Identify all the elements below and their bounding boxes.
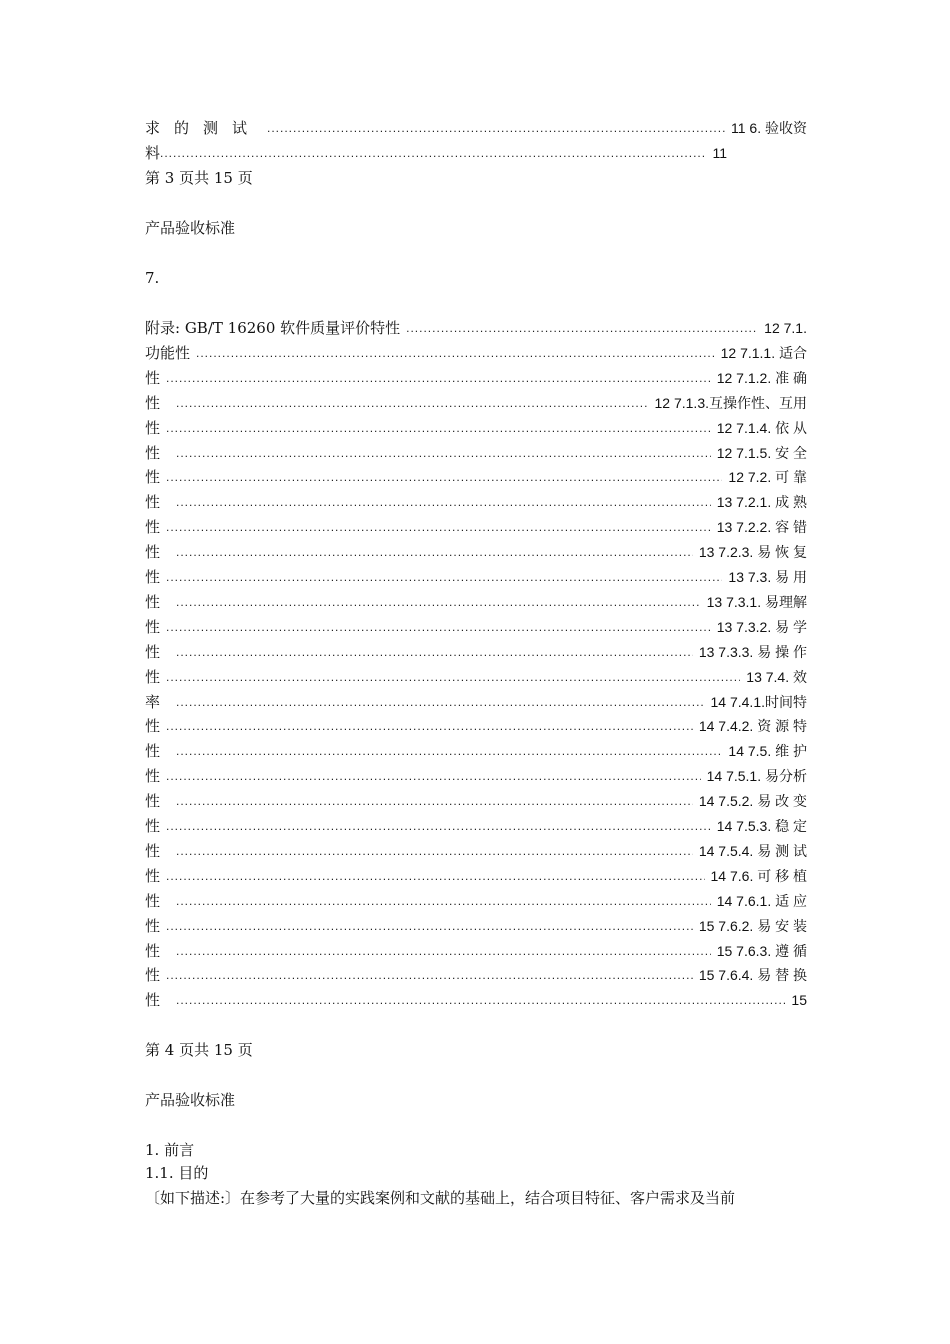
dot-leader <box>196 341 715 366</box>
toc-page-number: 14 7.5.2. 易 改 变 <box>698 793 807 810</box>
toc-page-number: 13 7.2.1. 成 熟 <box>716 494 807 511</box>
toc-page-number: 12 7.1.5. 安 全 <box>716 444 807 461</box>
toc-line <box>145 341 807 366</box>
dot-leader <box>176 590 701 615</box>
toc-line <box>145 665 807 690</box>
dot-leader <box>406 316 758 341</box>
dot-leader <box>176 441 711 466</box>
dot-leader <box>166 465 722 490</box>
toc-entry-text: 性 <box>145 717 161 736</box>
toc-page-number: 14 7.5.1. 易分析 <box>706 768 807 785</box>
dot-leader <box>166 515 711 540</box>
dot-leader <box>166 615 711 640</box>
toc-line <box>145 515 807 540</box>
toc-line <box>145 615 807 640</box>
toc-page-number: 15 7.6.3. 遵 循 <box>716 942 807 959</box>
toc-page-number: 14 7.5.4. 易 测 试 <box>698 842 807 859</box>
toc-entry-text: 性 <box>145 667 161 686</box>
toc-entry-text: 性 <box>145 418 161 437</box>
toc-entry-text: 性 <box>145 941 161 960</box>
toc-line <box>145 640 807 665</box>
toc-line <box>145 814 807 839</box>
toc-entry-text: 性 <box>145 891 161 910</box>
toc-page-number: 12 7.1.1. 适合 <box>720 344 807 361</box>
toc-entry-text: 性 <box>145 966 161 985</box>
toc-line <box>145 914 807 939</box>
toc-entry-text: 性 <box>145 592 161 611</box>
toc-line <box>145 739 807 764</box>
dot-leader <box>166 864 705 889</box>
toc-entry-text: 性 <box>145 817 161 835</box>
toc-entry-text: 料 <box>145 144 161 162</box>
dot-leader <box>176 690 704 715</box>
toc-page-number: 13 7.3.1. 易理解 <box>706 593 807 610</box>
toc-page-number: 13 7.3. 易 用 <box>728 569 807 585</box>
toc-page-number: 12 7.1. <box>764 320 807 336</box>
toc-page-number: 13 7.2.2. 容 错 <box>716 519 807 536</box>
toc-page-number: 13 7.3.3. 易 操 作 <box>698 643 807 660</box>
toc-line <box>145 690 807 715</box>
toc-line <box>145 714 807 739</box>
toc-line <box>145 141 807 166</box>
toc-entry-text: 功能性 <box>145 343 191 362</box>
toc-page-number: 11 6. 验收资 <box>731 120 807 136</box>
toc-line <box>145 490 807 515</box>
dot-leader <box>166 665 740 690</box>
toc-line <box>145 864 807 889</box>
toc-entry-text: 性 <box>145 841 161 860</box>
toc-entry-text: 求的测试 <box>145 119 262 137</box>
dot-leader <box>166 963 693 988</box>
toc-page-number: 13 7.3.2. 易 学 <box>716 618 807 635</box>
toc-line <box>145 789 807 814</box>
toc-page-number: 14 7.5. 维 护 <box>728 743 807 760</box>
toc-line <box>145 988 807 1013</box>
toc-line <box>145 839 807 864</box>
toc-page-number: 14 7.4.1.时间特 <box>710 693 807 710</box>
toc-line <box>145 889 807 914</box>
dot-leader <box>166 814 711 839</box>
toc-page-number: 15 7.6.4. 易 替 换 <box>698 967 807 984</box>
toc-line <box>145 540 807 565</box>
toc-page-number: 14 7.4.2. 资 源 特 <box>698 718 807 735</box>
dot-leader <box>176 839 693 864</box>
toc-page-number: 12 7.2. 可 靠 <box>728 469 807 486</box>
toc-entry-text: 性 <box>145 468 161 487</box>
toc-line <box>145 565 807 590</box>
dot-leader <box>176 789 693 814</box>
toc-line <box>145 366 807 391</box>
dot-leader <box>176 739 722 764</box>
toc-line <box>145 963 807 988</box>
toc-page-number: 15 7.6.2. 易 安 装 <box>698 917 807 934</box>
dot-leader <box>176 988 785 1013</box>
toc-entry-text: 性 <box>145 866 161 885</box>
toc-page-number: 12 7.1.2. 准 确 <box>716 369 807 386</box>
dot-leader <box>267 116 725 141</box>
toc-page-number: 15 <box>791 992 807 1009</box>
toc-entry-text: 性 <box>145 493 161 512</box>
dot-leader <box>176 939 711 964</box>
dot-leader <box>166 714 693 739</box>
toc-entry-text: 性 <box>145 443 161 462</box>
page-header: 产品验收标准 <box>145 1091 236 1109</box>
toc-line <box>145 316 807 341</box>
page-footer: 第 4 页共 15 页 <box>145 1041 253 1059</box>
toc-page-number: 13 7.4. 效 <box>746 668 807 685</box>
toc-entry-text: 附录: GB/T 16260 软件质量评价特性 <box>145 319 401 337</box>
dot-leader <box>166 366 711 391</box>
page-footer: 第 3 页共 15 页 <box>145 169 253 187</box>
toc-line <box>145 939 807 964</box>
toc-entry-text: 性 <box>145 617 161 636</box>
toc-entry-text: 率 <box>145 692 161 711</box>
subsection-heading: 1.1. 目的 <box>145 1164 209 1182</box>
dot-leader <box>176 490 711 515</box>
toc-entry-text: 性 <box>145 568 161 586</box>
dot-leader <box>166 565 722 590</box>
section-number: 7. <box>145 269 160 287</box>
toc-entry-text: 性 <box>145 393 161 412</box>
dot-leader <box>166 416 711 441</box>
toc-page-number: 11 <box>712 145 727 161</box>
toc-line <box>145 391 807 416</box>
toc-page-number: 13 7.2.3. 易 恢 复 <box>698 544 807 561</box>
dot-leader <box>176 640 693 665</box>
toc-page-number: 14 7.5.3. 稳 定 <box>716 818 807 834</box>
page-header: 产品验收标准 <box>145 219 236 237</box>
toc-line <box>145 116 807 141</box>
toc-entry-text: 性 <box>145 991 161 1010</box>
toc-entry-text: 性 <box>145 518 161 537</box>
toc-line <box>145 590 807 615</box>
toc-page-number: 12 7.1.4. 依 从 <box>716 419 807 436</box>
toc-entry-text: 性 <box>145 767 161 786</box>
toc-entry-text: 性 <box>145 792 161 811</box>
toc-entry-text: 性 <box>145 742 161 761</box>
dot-leader <box>176 391 648 416</box>
toc-line <box>145 416 807 441</box>
section-heading: 1. 前言 <box>145 1141 195 1159</box>
dot-leader <box>176 889 711 914</box>
toc-entry-text: 性 <box>145 543 161 562</box>
body-paragraph: 〔如下描述:〕在参考了大量的实践案例和文献的基础上，结合项目特征、客户需求及当前 <box>145 1189 736 1207</box>
dot-leader <box>176 540 693 565</box>
toc-page-number: 12 7.1.3.互操作性、互用 <box>654 394 807 411</box>
toc-line <box>145 441 807 466</box>
toc-entry-text: 性 <box>145 368 161 387</box>
toc-entry-text: 性 <box>145 642 161 661</box>
toc-line <box>145 764 807 789</box>
toc-entry-text: 性 <box>145 916 161 935</box>
toc-line <box>145 465 807 490</box>
toc-page-number: 14 7.6. 可 移 植 <box>710 867 807 884</box>
dot-leader <box>160 141 706 166</box>
dot-leader <box>166 914 693 939</box>
toc-page-number: 14 7.6.1. 适 应 <box>716 892 807 909</box>
dot-leader <box>166 764 701 789</box>
